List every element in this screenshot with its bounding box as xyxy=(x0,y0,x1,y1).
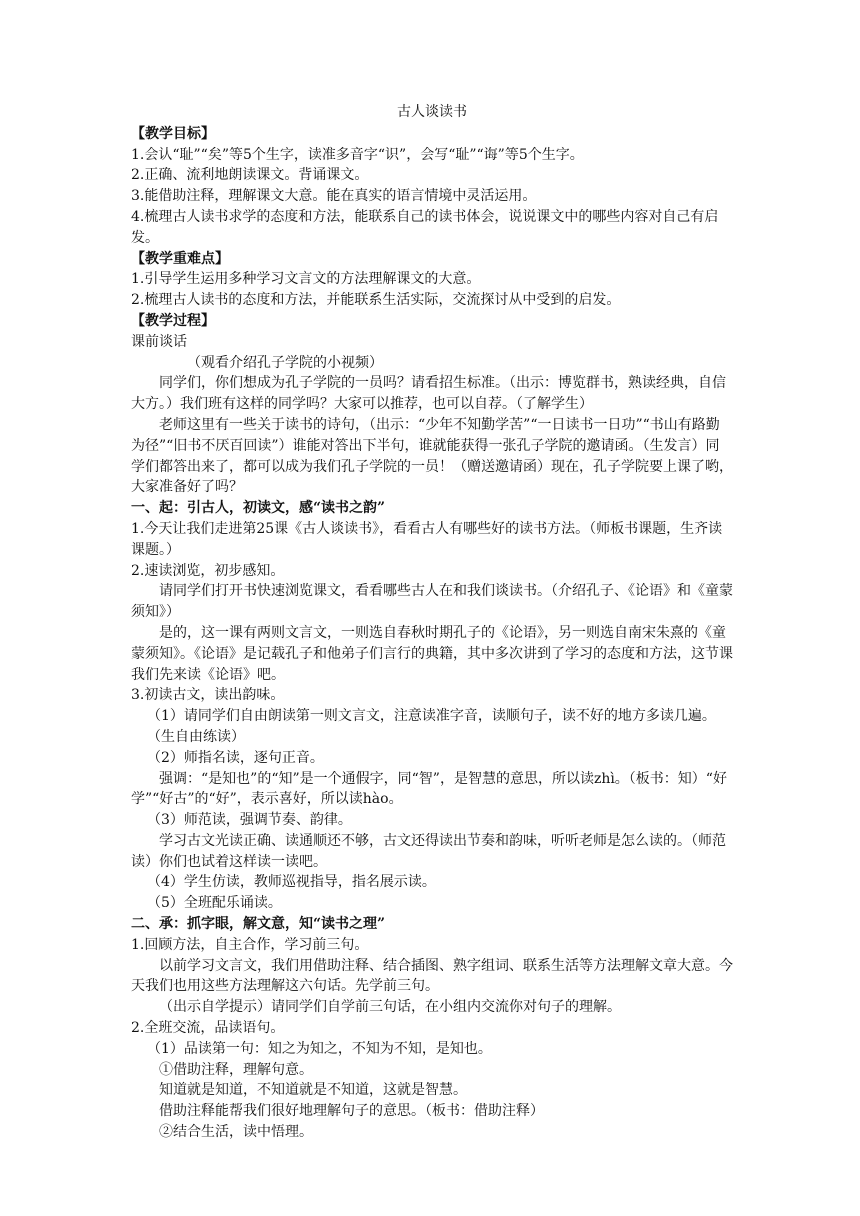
paragraph: 1.今天让我们走进第25课《古人谈读书》，看看古人有哪些好的读书方法。（师板书课题，生齐读课题。） xyxy=(131,520,723,558)
paragraph: 3.初读古文，读出韵味。 xyxy=(131,687,285,704)
paragraph: （5）全班配乐诵读。 xyxy=(147,895,282,912)
section-heading: 【教学目标】 xyxy=(131,125,215,142)
paragraph: 3.能借助注释，理解课文大意。能在真实的语言情境中灵活运用。 xyxy=(131,188,537,205)
paragraph: 请同学们打开书快速浏览课文，看看哪些古人在和我们谈读书。（介绍孔子、《论语》和《童蒙须知》） xyxy=(131,583,733,621)
paragraph: （3）师范读，强调节奏、韵律。 xyxy=(147,812,352,829)
paragraph: 2.全班交流，品读语句。 xyxy=(131,1020,285,1037)
paragraph: （观看介绍孔子学院的小视频） xyxy=(187,354,383,371)
paragraph: 1.引导学生运用多种学习文言文的方法理解课文的大意。 xyxy=(131,271,481,288)
paragraph: 学习古文光读正确、读通顺还不够，古文还得读出节奏和韵味，听听老师是怎么读的。（师范读）你们也试着这样读一读吧。 xyxy=(131,832,726,870)
paragraph: 以前学习文言文，我们用借助注释、结合插图、熟字组词、联系生活等方法理解文章大意。今天我们也用这些方法理解这六句话。先学前三句。 xyxy=(131,957,733,995)
paragraph-list xyxy=(131,124,733,1143)
paragraph: （2）师指名读，逐句正音。 xyxy=(147,749,324,766)
paragraph: 2.速读浏览，初步感知。 xyxy=(131,562,285,579)
document-title: 古人谈读书 xyxy=(397,104,467,120)
paragraph: （1）品读第一句：知之为知之，不知为不知，是知也。 xyxy=(147,1040,492,1057)
paragraph: 老师这里有一些关于读书的诗句，（出示：“少年不知勤学苦”“一日读书一日功”“书山有路勤为径”“旧书不厌百回读”）谁能对答出下半句，谁就能获得一张孔子学院的邀请函。（生发言）同学们都答出来了，都可以成为我们孔子学院的一员！（赠送邀请函）现在，孔子学院要上课了哟，大家准备好了吗？ xyxy=(131,416,733,496)
paragraph: 知道就是知道，不知道就是不知道，这就是智慧。 xyxy=(159,1082,467,1099)
document-body xyxy=(131,102,733,1143)
section-heading: 【教学过程】 xyxy=(131,312,215,329)
paragraph: 1.会认“耻”“矣”等5个生字，读准多音字“识”，会写“耻”“诲”等5个生字。 xyxy=(131,146,584,163)
paragraph: （4）学生仿读，教师巡视指导，指名展示读。 xyxy=(147,874,436,891)
paragraph: 课前谈话 xyxy=(131,333,187,350)
section-heading: 【教学重难点】 xyxy=(131,250,229,267)
paragraph: 强调：“是知也”的“知”是一个通假字，同“智”，是智慧的意思，所以读zhì。（板书：知）“好学”“好古”的“好”，表示喜好，所以读hào。 xyxy=(131,770,727,808)
paragraph: 4.梳理古人读书求学的态度和方法，能联系自己的读书体会，说说课文中的哪些内容对自己有启发。 xyxy=(131,208,719,246)
paragraph: 1.回顾方法，自主合作，学习前三句。 xyxy=(131,936,369,953)
paragraph: 2.梳理古人读书的态度和方法，并能联系生活实际，交流探讨从中受到的启发。 xyxy=(131,292,621,309)
paragraph: 是的，这一课有两则文言文，一则选自春秋时期孔子的《论语》，另一则选自南宋朱熹的《童蒙须知》。《论语》是记载孔子和他弟子们言行的典籍，其中多次讲到了学习的态度和方法，这节课我们先来读《论语》吧。 xyxy=(131,624,733,683)
paragraph: ②结合生活，读中悟理。 xyxy=(159,1124,313,1141)
section-heading: 二、承：抓字眼，解文意，知“读书之理” xyxy=(131,916,386,933)
section-heading: 一、起：引古人，初读文，感“读书之韵” xyxy=(131,500,386,517)
paragraph: （1）请同学们自由朗读第一则文言文，注意读准字音，读顺句子，读不好的地方多读几遍。（生自由练读） xyxy=(147,708,716,745)
paragraph: ①借助注释，理解句意。 xyxy=(159,1061,313,1078)
paragraph: 2.正确、流利地朗读课文。背诵课文。 xyxy=(131,167,369,184)
paragraph: （出示自学提示）请同学们自学前三句话，在小组内交流你对句子的理解。 xyxy=(159,999,621,1016)
paragraph: 借助注释能帮我们很好地理解句子的意思。（板书：借助注释） xyxy=(159,1103,544,1120)
paragraph: 同学们，你们想成为孔子学院的一员吗？请看招生标准。（出示：博览群书，熟读经典，自信大方。）我们班有这样的同学吗？大家可以推荐，也可以自荐。（了解学生） xyxy=(131,375,726,413)
